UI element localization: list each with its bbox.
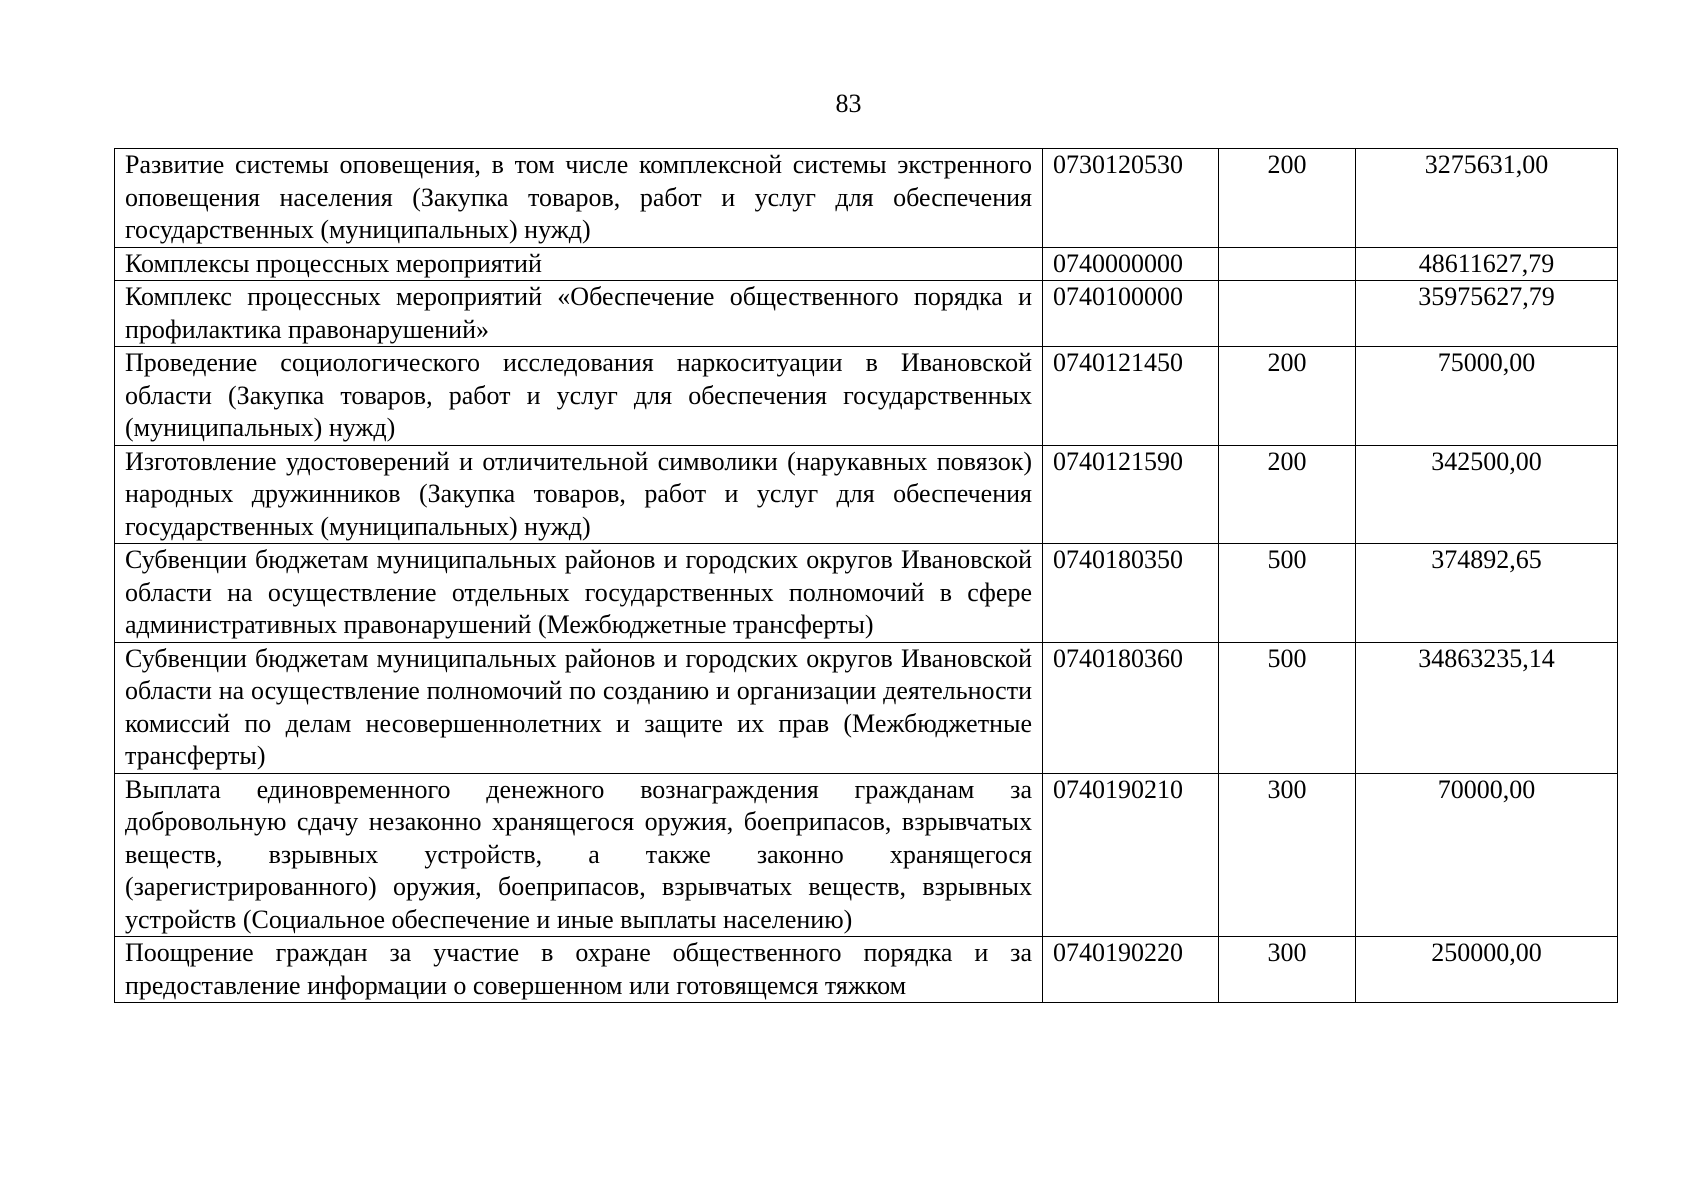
- row-description: Изготовление удостоверений и отличительной символики (нарукавных повязок) народных дружинников (Закупка товаров, работ и услуг для обеспечения государственных (муниципальных) нужд): [115, 445, 1043, 544]
- table-row: [115, 445, 1618, 544]
- row-amount: 342500,00: [1356, 445, 1618, 544]
- budget-table: [114, 148, 1618, 1003]
- row-type: [1219, 247, 1356, 281]
- row-type: 500: [1219, 642, 1356, 773]
- row-code: 0740180350: [1043, 544, 1219, 643]
- table-row: [115, 149, 1618, 248]
- page-number: 83: [835, 89, 862, 118]
- row-code: 0740180360: [1043, 642, 1219, 773]
- row-code: 0740121590: [1043, 445, 1219, 544]
- table-row: [115, 544, 1618, 643]
- table-row: [115, 642, 1618, 773]
- table-row: [115, 937, 1618, 1003]
- table-row: [115, 347, 1618, 446]
- table-row: [115, 247, 1618, 281]
- row-code: 0740121450: [1043, 347, 1219, 446]
- row-code: 0730120530: [1043, 149, 1219, 248]
- row-type: 500: [1219, 544, 1356, 643]
- row-description: Поощрение граждан за участие в охране общественного порядка и за предоставление информации о совершенном или готовящемся тяжком: [115, 937, 1043, 1003]
- row-type: 200: [1219, 347, 1356, 446]
- row-description: Проведение социологического исследования наркоситуации в Ивановской области (Закупка товаров, работ и услуг для обеспечения государственных (муниципальных) нужд): [115, 347, 1043, 446]
- row-amount: 250000,00: [1356, 937, 1618, 1003]
- row-description: Комплекс процессных мероприятий «Обеспечение общественного порядка и профилактика правонарушений»: [115, 281, 1043, 347]
- row-code: 0740190210: [1043, 773, 1219, 937]
- row-code: 0740190220: [1043, 937, 1219, 1003]
- row-code: 0740000000: [1043, 247, 1219, 281]
- row-amount: 48611627,79: [1356, 247, 1618, 281]
- row-amount: 374892,65: [1356, 544, 1618, 643]
- row-description: Выплата единовременного денежного вознаграждения гражданам за добровольную сдачу незаконно хранящегося оружия, боеприпасов, взрывчатых веществ, взрывных устройств, а также законно хранящегося (зарегистрированного) оружия, боеприпасов, взрывчатых веществ, взрывных устройств (Социальное обеспечение и иные выплаты населению): [115, 773, 1043, 937]
- row-amount: 34863235,14: [1356, 642, 1618, 773]
- row-type: 200: [1219, 149, 1356, 248]
- row-description: Субвенции бюджетам муниципальных районов и городских округов Ивановской области на осуществление полномочий по созданию и организации деятельности комиссий по делам несовершеннолетних и защите их прав (Межбюджетные трансферты): [115, 642, 1043, 773]
- row-type: 300: [1219, 773, 1356, 937]
- row-description: Развитие системы оповещения, в том числе комплексной системы экстренного оповещения населения (Закупка товаров, работ и услуг для обеспечения государственных (муниципальных) нужд): [115, 149, 1043, 248]
- row-amount: 3275631,00: [1356, 149, 1618, 248]
- table-row: [115, 773, 1618, 937]
- row-amount: 70000,00: [1356, 773, 1618, 937]
- row-amount: 35975627,79: [1356, 281, 1618, 347]
- row-description: Комплексы процессных мероприятий: [115, 247, 1043, 281]
- row-amount: 75000,00: [1356, 347, 1618, 446]
- row-type: [1219, 281, 1356, 347]
- row-description: Субвенции бюджетам муниципальных районов и городских округов Ивановской области на осуществление отдельных государственных полномочий в сфере административных правонарушений (Межбюджетные трансферты): [115, 544, 1043, 643]
- row-code: 0740100000: [1043, 281, 1219, 347]
- table-row: [115, 281, 1618, 347]
- row-type: 200: [1219, 445, 1356, 544]
- row-type: 300: [1219, 937, 1356, 1003]
